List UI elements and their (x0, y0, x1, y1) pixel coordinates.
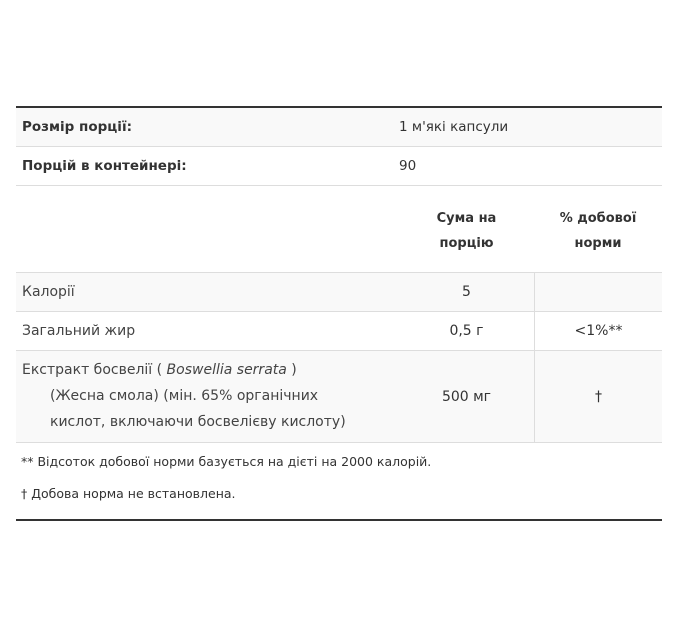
serving-size-value: 1 м'які капсули (399, 119, 509, 135)
nutrient-amount: 5 (462, 284, 471, 300)
serving-size-row (16, 108, 662, 147)
nutrient-daily-value: † (534, 351, 662, 442)
nutrient-name-line-2: (Жесна смола) (мін. 65% органічних (50, 388, 319, 404)
nutrient-name-prefix: Екстракт босвелії ( (22, 362, 163, 378)
daily-value-header (534, 186, 662, 272)
nutrient-name: Калорії (22, 284, 75, 300)
nutrient-daily-value: <1%** (534, 312, 662, 350)
header-spacer (16, 186, 399, 272)
nutrient-amount: 0,5 г (449, 323, 484, 339)
footnotes (16, 443, 662, 519)
nutrient-row-total-fat (16, 312, 662, 351)
supplement-facts-table (16, 106, 662, 521)
amount-header-line-2: порцію (439, 236, 494, 251)
column-header-row (16, 186, 662, 273)
nutrient-name-line-3: кислот, включаючи босвелієву кислоту) (50, 414, 346, 430)
serving-size-label: Розмір порції: (22, 119, 132, 135)
servings-per-container-value: 90 (399, 158, 417, 174)
nutrient-row-boswellia (16, 351, 662, 443)
nutrient-amount: 500 мг (441, 388, 492, 405)
servings-per-container-label: Порцій в контейнері: (22, 158, 187, 174)
nutrient-name-line-1 (22, 362, 297, 378)
dv-header-line-1: % добової (559, 211, 637, 226)
nutrient-name: Загальний жир (22, 323, 136, 339)
nutrient-name-suffix: ) (291, 362, 297, 378)
nutrient-latin-name: Boswellia serrata (166, 362, 287, 378)
nutrient-row-calories (16, 273, 662, 312)
servings-per-container-row (16, 147, 662, 186)
amount-per-serving-header (399, 186, 534, 272)
footnote-not-established: † Добова норма не встановлена. (21, 486, 236, 501)
amount-header-line-1: Сума на (436, 211, 497, 226)
dv-header-line-2: норми (574, 236, 622, 251)
footnote-daily-value-basis: ** Відсоток добової норми базується на дієті на 2000 калорій. (21, 454, 432, 469)
nutrient-daily-value (534, 273, 662, 311)
nutrient-name (16, 351, 399, 442)
